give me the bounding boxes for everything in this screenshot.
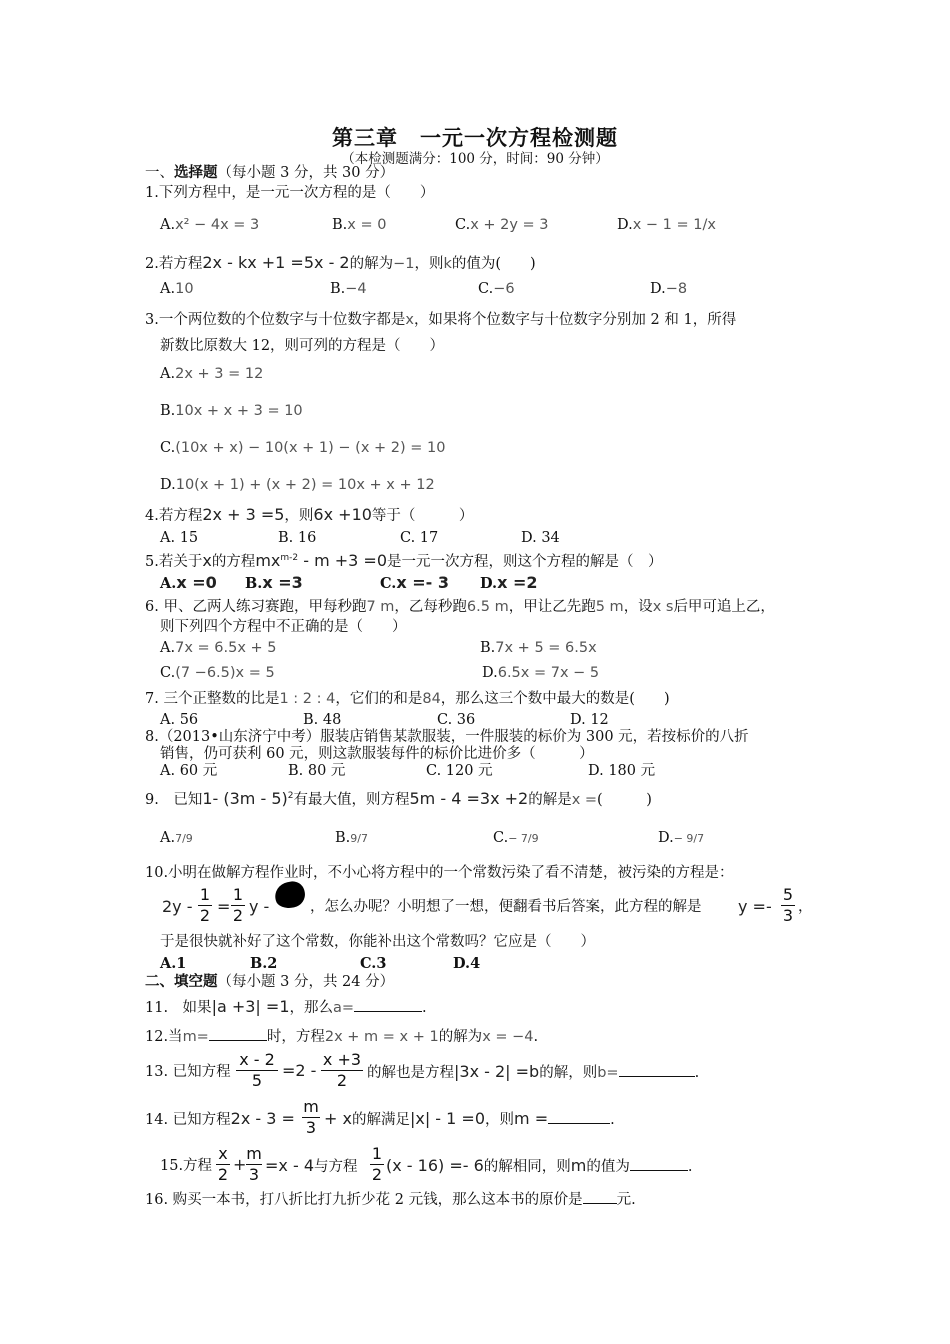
page-title: 第三章 一元一次方程检测题	[332, 125, 618, 150]
question-1-option-b: B.x = 0	[332, 217, 387, 233]
question-2-stem: 2.若方程2x - kx +1 =5x - 2的解为−1，则k的值为( )	[145, 253, 536, 272]
question-13-suffix: 的解也是方程|3x - 2| =b的解，则b= .	[367, 1062, 700, 1081]
question-15-prefix: 15.方程	[160, 1158, 213, 1174]
question-13-fraction-1: x - 2 5	[236, 1050, 278, 1091]
question-3-stem-line1: 3.一个两位数的个位数字与十位数字都是x，如果将个位数字与十位数字分别加 2 和 1，所得	[145, 312, 737, 328]
question-10-option-b: B.2	[250, 955, 278, 972]
question-3-option-d: D.10(x + 1) + (x + 2) = 10x + x + 12	[160, 477, 435, 493]
question-13-fraction-2: x +3 2	[322, 1050, 362, 1090]
question-10-answer-fraction: 5 3	[782, 885, 794, 925]
section-heading-fill: 二、填空题（每小题 3 分，共 24 分）	[145, 973, 395, 990]
question-10-eq-right: y -	[249, 897, 270, 916]
question-10-fraction-1: 1 2	[199, 885, 211, 925]
question-9-option-c: C.− 7/9	[493, 830, 539, 846]
question-6-stem-line1: 6. 甲、乙两人练习赛跑，甲每秒跑7 m，乙每秒跑6.5 m，甲让乙先跑5 m，设x s后甲可追上乙，	[145, 599, 775, 615]
ink-stain	[273, 879, 308, 911]
question-7-option-d: D. 12	[570, 712, 609, 728]
question-4-option-c: C. 17	[400, 530, 439, 546]
question-6-stem-line2: 则下列四个方程中不正确的是（ ）	[160, 619, 407, 635]
question-4-option-d: D. 34	[521, 530, 560, 546]
question-7-option-b: B. 48	[303, 712, 342, 728]
question-3-option-c: C.(10x + x) − 10(x + 1) − (x + 2) = 10	[160, 440, 446, 456]
question-15-plus: +	[233, 1155, 247, 1174]
question-4-stem: 4.若方程2x + 3 =5，则6x +10等于（ ）	[145, 505, 474, 524]
question-3-option-a: A.2x + 3 = 12	[160, 366, 264, 382]
question-10-fraction-2: 1 2	[232, 885, 244, 925]
question-9-option-d: D.− 9/7	[658, 830, 705, 846]
question-1-stem: 1.下列方程中，是一元一次方程的是（ ）	[145, 185, 435, 201]
question-7-option-c: C. 36	[437, 712, 476, 728]
section-heading-choice: 一、选择题（每小题 3 分，共 30 分）	[145, 164, 395, 181]
question-14-fraction: m 3	[303, 1097, 319, 1137]
question-5-option-d: D.x =2	[480, 573, 538, 592]
question-10-eq-left: 2y -	[162, 897, 193, 916]
question-4-option-b: B. 16	[278, 530, 317, 546]
question-9-stem: 9. 已知1- (3m - 5)$^2$有最大值，则方程5m - 4 =3x +2的解是x =( )	[145, 788, 652, 808]
question-10-option-a: A.1	[160, 955, 187, 972]
question-10-eq-equals: =	[217, 897, 231, 916]
question-16: 16. 购买一本书，打八折比打九折少花 2 元钱，那么这本书的原价是 元.	[145, 1189, 636, 1210]
question-6-option-a: A.7x = 6.5x + 5	[160, 640, 277, 656]
question-10-answer: y =-	[738, 897, 772, 916]
question-5-option-b: B.x =3	[245, 573, 303, 592]
question-8-option-a: A. 60 元	[160, 763, 218, 779]
question-3-stem-line2: 新数比原数大 12，则可列的方程是（ ）	[160, 338, 445, 354]
question-1-option-a: A.x² − 4x = 3	[160, 217, 260, 233]
question-13-eq: =2 -	[282, 1061, 317, 1080]
question-3-option-b: B.10x + x + 3 = 10	[160, 403, 303, 419]
question-10-stem-line3: 于是很快就补好了这个常数，你能补出这个常数吗？它应是（ ）	[160, 934, 595, 950]
question-2-option-c: C.−6	[478, 281, 515, 297]
question-7-stem: 7. 三个正整数的比是1 : 2 : 4，它们的和是84，那么这三个数中最大的数是( )	[145, 691, 670, 707]
question-4-option-a: A. 15	[160, 530, 199, 546]
question-9-option-a: A.7/9	[160, 830, 193, 846]
question-15-middle: =x - 4与方程	[265, 1156, 358, 1175]
question-8-stem-line2: 销售，仍可获利 60 元，则这款服装每件的标价比进价多（ ）	[160, 746, 594, 762]
page-subtitle: （本检测题满分：100 分，时间：90 分钟）	[341, 151, 609, 167]
question-15-fraction-2: m 3	[246, 1144, 262, 1184]
question-13-prefix: 13. 已知方程	[145, 1064, 231, 1080]
question-8-option-b: B. 80 元	[288, 763, 346, 779]
question-14-suffix: + x的解满足|x| - 1 =0，则m = .	[324, 1109, 615, 1128]
question-8-option-c: C. 120 元	[426, 763, 493, 779]
question-7-option-a: A. 56	[160, 712, 199, 728]
question-15-fraction-1: x 2	[217, 1144, 229, 1184]
question-5-option-c: C.x =- 3	[380, 573, 449, 592]
question-12: 12.当m= 时，方程2x + m = x + 1的解为x = −4.	[145, 1026, 538, 1047]
question-6-option-c: C.(7 −6.5)x = 5	[160, 665, 275, 681]
question-11: 11. 如果|a +3| =1，那么a= .	[145, 997, 427, 1016]
question-1-option-c: C.x + 2y = 3	[455, 217, 549, 233]
question-8-option-d: D. 180 元	[588, 763, 656, 779]
question-6-option-b: B.7x + 5 = 6.5x	[480, 640, 597, 656]
question-10-option-c: C.3	[360, 955, 387, 972]
question-8-stem-line1: 8.（2013•山东济宁中考）服装店销售某款服装，一件服装的标价为 300 元，若按标价的八折	[145, 729, 749, 745]
question-10-stem-line1: 10.小明在做解方程作业时，不小心将方程中的一个常数污染了看不清楚，被污染的方程是：	[145, 865, 734, 881]
question-9-option-b: B.9/7	[335, 830, 368, 846]
question-2-option-d: D.−8	[650, 281, 688, 297]
question-14-prefix: 14. 已知方程2x - 3 =	[145, 1109, 295, 1128]
question-15-fraction-3: 1 2	[371, 1144, 383, 1184]
question-10-answer-end: ，	[798, 899, 813, 915]
question-10-stem-line2: ，怎么办呢？小明想了一想，便翻看书后答案，此方程的解是	[310, 899, 702, 915]
question-2-option-a: A.10	[160, 281, 194, 297]
question-10-option-d: D.4	[453, 955, 481, 972]
question-6-option-d: D.6.5x = 7x − 5	[482, 665, 600, 681]
question-15-suffix: (x - 16) =- 6的解相同，则m的值为 .	[386, 1156, 693, 1175]
question-5-stem: 5.若关于x的方程$mx^{m-2} - m +3 =0$是一元一次方程，则这个方程的解是（ ）	[145, 550, 663, 570]
question-1-option-d: D.x − 1 = 1/x	[617, 217, 716, 233]
question-5-option-a: A.x =0	[160, 573, 217, 592]
question-2-option-b: B.−4	[330, 281, 367, 297]
